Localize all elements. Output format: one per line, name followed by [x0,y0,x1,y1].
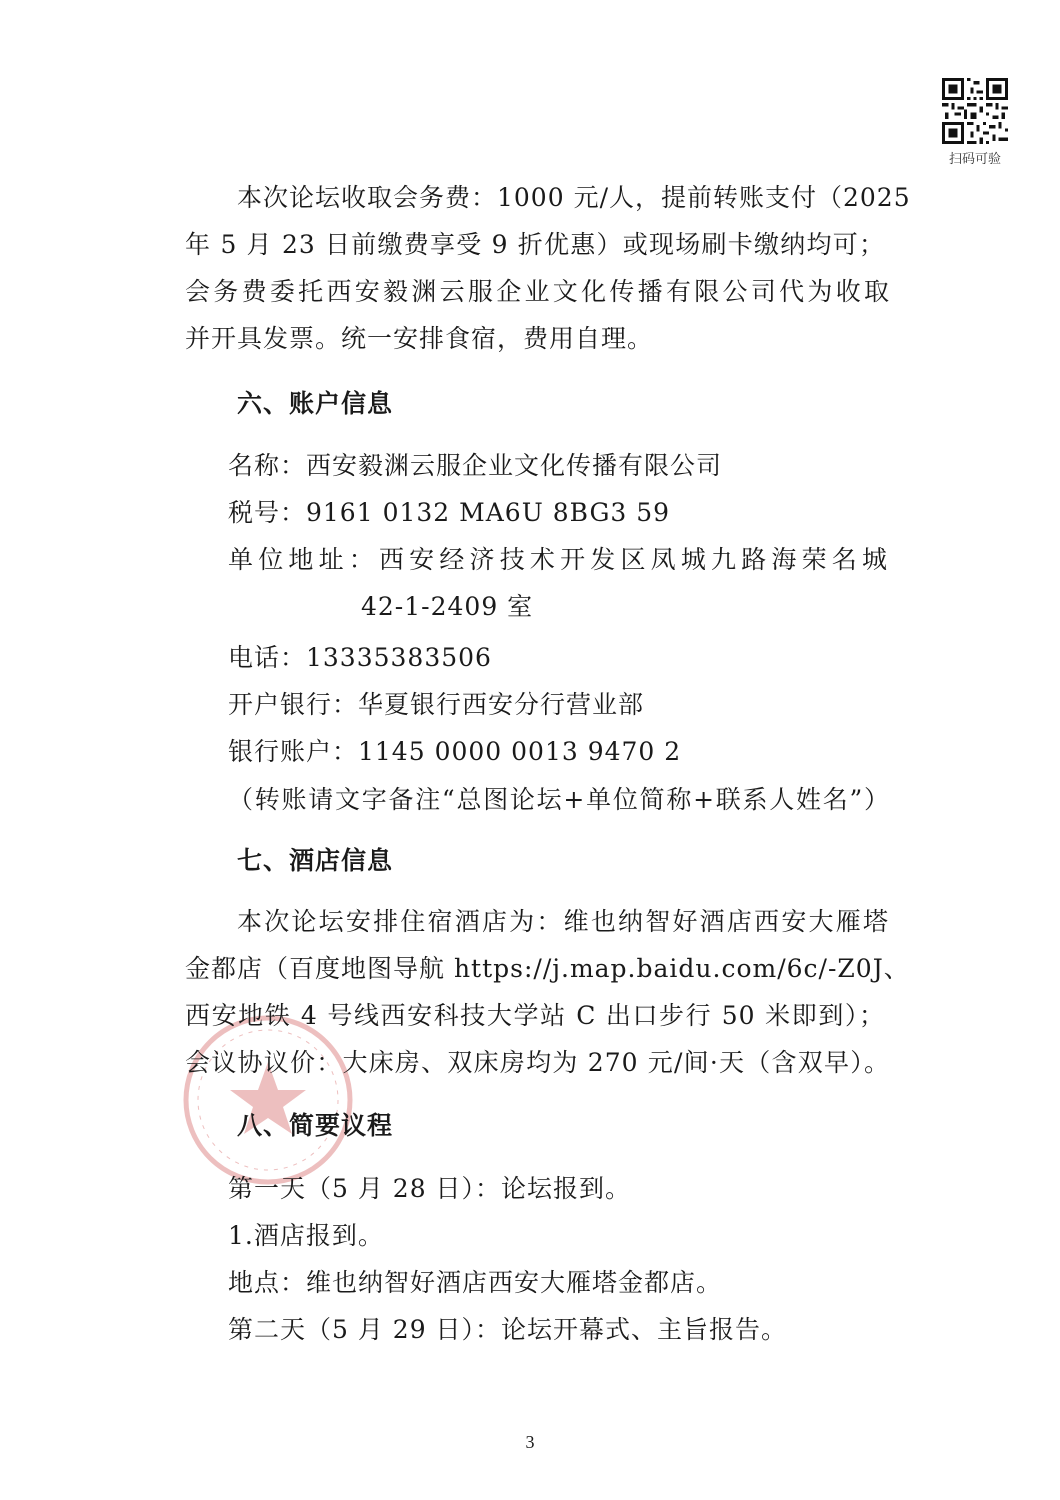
qr-code-icon[interactable] [942,78,1008,144]
fee-paragraph-line: 本次论坛收取会务费：1000 元/人，提前转账支付（2025 [237,183,911,212]
hotel-paragraph-line: 会议协议价：大床房、双床房均为 270 元/间·天（含双早）。 [185,1048,890,1077]
section-heading-agenda: 八、简要议程 [237,1111,394,1140]
account-bank: 开户银行：华夏银行西安分行营业部 [228,690,645,719]
official-seal-stamp [178,1010,358,1190]
agenda-line: 1.酒店报到。 [228,1221,384,1250]
fee-paragraph-line: 会务费委托西安毅渊云服企业文化传播有限公司代为收取 [185,277,890,306]
hotel-paragraph-line: 西安地铁 4 号线西安科技大学站 C 出口步行 50 米即到）； [185,1001,885,1030]
agenda-line: 地点：维也纳智好酒店西安大雁塔金都店。 [228,1268,723,1297]
qr-code-block [942,78,1008,167]
qr-code-label: 扫码可验 [948,152,1001,167]
page-number: 3 [525,1432,535,1452]
transfer-note: （转账请文字备注“总图论坛+单位简称+联系人姓名”） [228,785,890,814]
agenda-line: 第二天（5 月 29 日）：论坛开幕式、主旨报告。 [228,1315,788,1344]
account-address-continued: 42-1-2409 室 [361,592,534,621]
account-tax-number: 税号：9161 0132 MA6U 8BG3 59 [228,498,671,527]
hotel-paragraph-line: 本次论坛安排住宿酒店为：维也纳智好酒店西安大雁塔 [237,907,889,936]
fee-paragraph-line: 年 5 月 23 日前缴费享受 9 折优惠）或现场刷卡缴纳均可； [185,230,885,259]
agenda-line: 第一天（5 月 28 日）：论坛报到。 [228,1174,632,1203]
account-name: 名称：西安毅渊云服企业文化传播有限公司 [228,451,723,480]
fee-paragraph-line: 并开具发票。统一安排食宿，费用自理。 [185,324,654,353]
account-bank-number: 银行账户：1145 0000 0013 9470 2 [228,737,682,766]
hotel-paragraph-line: 金都店（百度地图导航 https://j.map.baidu.com/6c/-Z0J、 [185,954,910,983]
section-heading-hotel: 七、酒店信息 [237,846,394,875]
account-phone: 电话：13335383506 [228,643,492,672]
account-address: 单位地址：西安经济技术开发区凤城九路海荣名城 [228,545,888,574]
section-heading-account: 六、账户信息 [237,389,394,418]
